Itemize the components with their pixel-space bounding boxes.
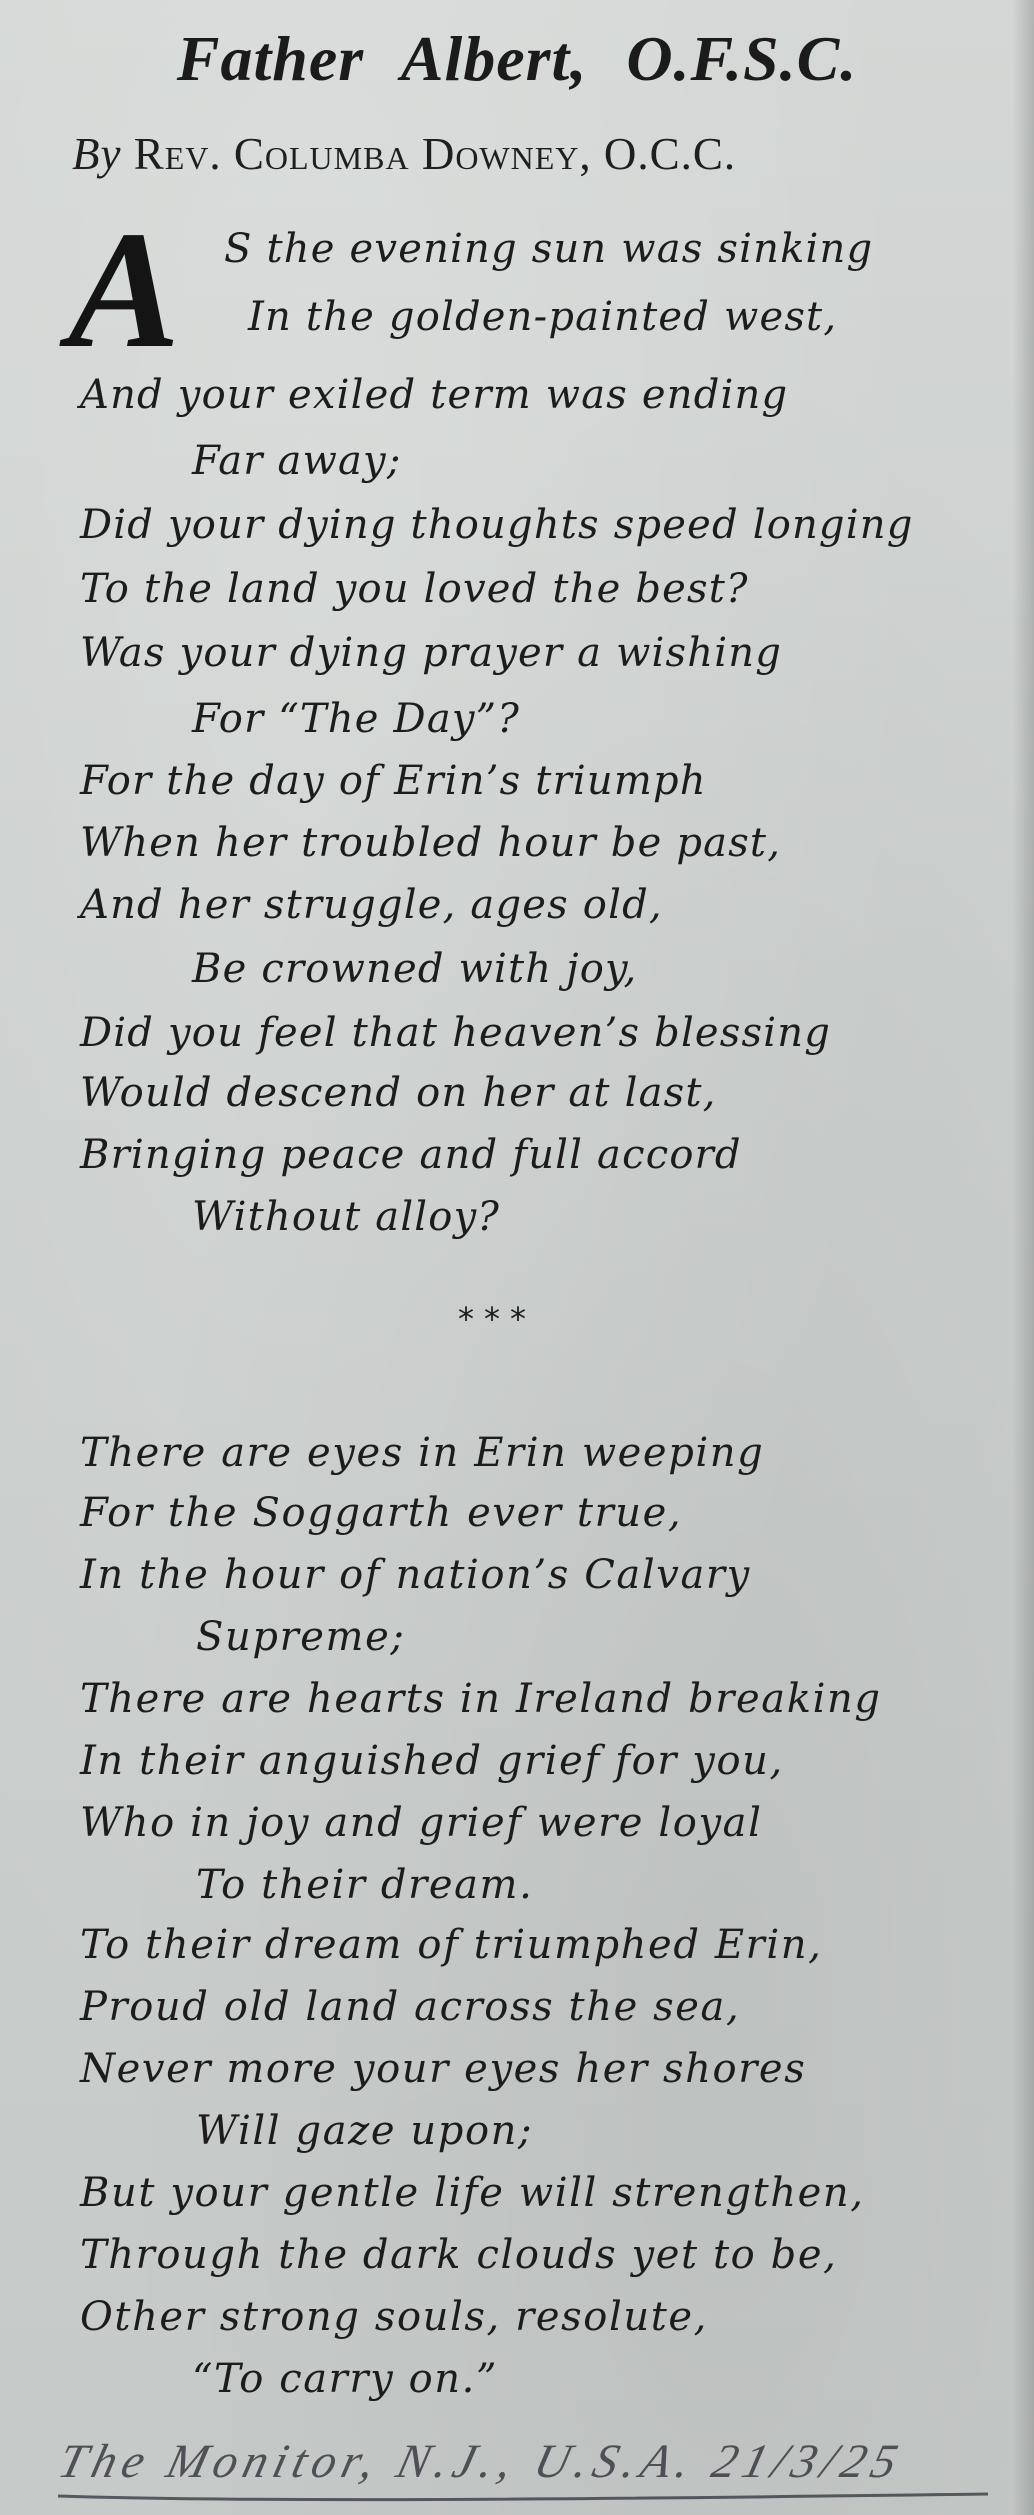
- poem-line: Other strong souls, resolute,: [80, 2294, 708, 2340]
- byline-by: By: [72, 129, 122, 179]
- poem-line: For the Soggarth ever true,: [80, 1490, 683, 1536]
- poem-line: And her struggle, ages old,: [80, 882, 663, 928]
- poem-line: To their dream.: [196, 1862, 534, 1908]
- poem-line: Never more your eyes her shores: [80, 2046, 807, 2092]
- poem-line: To their dream of triumphed Erin,: [80, 1922, 823, 1968]
- poem-line: And your exiled term was ending: [80, 372, 789, 418]
- poem-line: In their anguished grief for you,: [80, 1738, 784, 1784]
- poem-line: Through the dark clouds yet to be,: [80, 2232, 838, 2278]
- page-edge-shadow: [1012, 0, 1034, 2515]
- poem-line: Did you feel that heaven’s blessing: [80, 1010, 832, 1056]
- poem-line: To the land you loved the best?: [80, 566, 749, 612]
- poem-title: Father Albert, O.F.S.C.: [176, 23, 858, 94]
- poem-line: Will gaze upon;: [196, 2108, 534, 2154]
- poem-line: Without alloy?: [192, 1194, 501, 1240]
- poem-line: There are hearts in Ireland breaking: [80, 1676, 882, 1722]
- poem-line: Bringing peace and full accord: [80, 1132, 742, 1178]
- poem-line: Did your dying thoughts speed longing: [80, 502, 914, 548]
- drop-cap: A: [68, 197, 181, 383]
- poem-line: S the evening sun was sinking: [224, 226, 874, 272]
- handwritten-source-note: The Monitor, N.J., U.S.A. 21/3/25: [53, 2435, 909, 2488]
- poem-line: Far away;: [192, 438, 402, 484]
- poem-line: When her troubled hour be past,: [80, 820, 782, 866]
- poem-line: In the hour of nation’s Calvary: [80, 1552, 751, 1598]
- byline-author: Rev. Columba Downey, O.C.C.: [133, 129, 737, 179]
- byline: [72, 128, 736, 180]
- poem-line: Proud old land across the sea,: [80, 1984, 741, 2030]
- poem-line: Be crowned with joy,: [192, 946, 638, 992]
- poem-line: For the day of Erin’s triumph: [80, 758, 707, 804]
- poem-line: Was your dying prayer a wishing: [80, 630, 783, 676]
- poem-line: Supreme;: [196, 1614, 406, 1660]
- poem-line: “To carry on.”: [192, 2356, 499, 2402]
- poem-line: Would descend on her at last,: [80, 1070, 717, 1116]
- section-separator: ***: [458, 1300, 536, 1338]
- poem-line: Who in joy and grief were loyal: [80, 1800, 763, 1846]
- poem-line: In the golden-painted west,: [248, 294, 838, 340]
- poem-line: There are eyes in Erin weeping: [80, 1430, 765, 1476]
- poem-line: But your gentle life will strengthen,: [80, 2170, 865, 2216]
- poem-line: For “The Day”?: [192, 696, 520, 742]
